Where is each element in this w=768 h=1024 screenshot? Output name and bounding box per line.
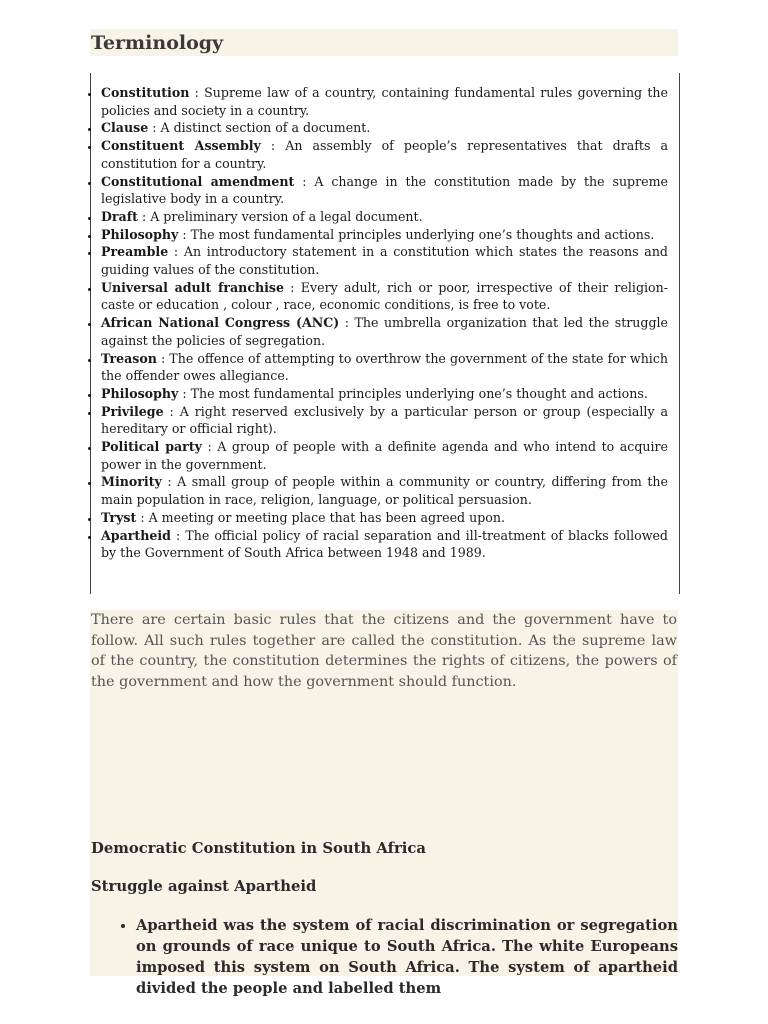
term-item bbox=[101, 314, 668, 349]
term-definition: : Supreme law of a country, containing fundamental rules governing the policies and society in a country. bbox=[101, 85, 668, 118]
term-name: Constitution bbox=[101, 85, 190, 100]
term-item bbox=[101, 350, 668, 385]
terminology-box bbox=[90, 73, 680, 594]
term-name: Clause bbox=[101, 120, 149, 136]
term-item bbox=[101, 509, 668, 527]
term-name: Preamble bbox=[101, 244, 169, 260]
term-item bbox=[101, 119, 668, 137]
term-definition: : An assembly of people’s representatives that drafts a constitution for a country. bbox=[101, 138, 669, 171]
term-name: Constituent Assembly bbox=[101, 138, 261, 154]
term-item bbox=[101, 243, 668, 278]
term-item bbox=[101, 84, 668, 119]
term-name: African National Congress (ANC) bbox=[101, 315, 340, 331]
term-definition: : The most fundamental principles underlying one’s thought and actions. bbox=[178, 385, 648, 401]
apartheid-points-list bbox=[90, 915, 678, 999]
section-heading-struggle-apartheid: Struggle against Apartheid bbox=[91, 878, 317, 895]
term-name: Universal adult franchise bbox=[101, 279, 285, 295]
term-definition: : A group of people with a definite agenda and who intend to acquire power in the government. bbox=[101, 439, 669, 472]
term-definition: : A right reserved exclusively by a particular person or group (especially a hereditary or official right). bbox=[101, 403, 668, 437]
term-definition: : A change in the constitution made by the supreme legislative body in a country. bbox=[101, 173, 668, 207]
term-item bbox=[101, 473, 668, 508]
list-item: • Apartheid was the system of racial discrimination or segregation on grounds of race unique to South Africa. The white Europeans imposed this system on South Africa. The system of apartheid divided the people and labelled them bbox=[136, 915, 678, 999]
terminology-list bbox=[101, 84, 668, 562]
term-definition: : The offence of attempting to overthrow the government of the state for which the offender owes allegiance. bbox=[101, 350, 668, 384]
term-definition: : Every adult, rich or poor, irrespective of their religion-caste or education , colour , race, economic conditions, is free to vote. bbox=[101, 279, 668, 313]
term-item bbox=[101, 208, 668, 226]
term-definition: : A preliminary version of a legal document. bbox=[137, 208, 423, 224]
intro-paragraph: There are certain basic rules that the citizens and the government have to follow. All such rules together are called the constitution. As the supreme law of the country, the constitution determines the rights of citizens, the powers of the government and how the government should function. bbox=[91, 612, 677, 690]
term-name: Political party bbox=[101, 439, 202, 455]
term-item bbox=[101, 403, 668, 438]
term-name: Philosophy bbox=[101, 385, 179, 401]
term-definition: : A meeting or meeting place that has been agreed upon. bbox=[136, 509, 505, 525]
page-title: Terminology bbox=[91, 32, 224, 54]
term-definition: : The umbrella organization that led the struggle against the policies of segregation. bbox=[101, 315, 668, 348]
term-name: Treason bbox=[101, 350, 157, 366]
term-definition: : An introductory statement in a constitution which states the reasons and guiding values of the constitution. bbox=[101, 244, 668, 278]
term-definition: : The most fundamental principles underlying one’s thoughts and actions. bbox=[178, 226, 655, 242]
term-definition: : The official policy of racial separation and ill-treatment of blacks followed by the Government of South Africa between 1948 and 1989. bbox=[101, 527, 668, 561]
term-definition: : A distinct section of a document. bbox=[148, 120, 371, 136]
title-bar bbox=[90, 29, 678, 56]
term-name: Apartheid bbox=[101, 527, 171, 543]
term-item bbox=[101, 438, 668, 473]
term-item bbox=[101, 173, 668, 208]
term-name: Philosophy bbox=[101, 226, 179, 242]
term-item bbox=[101, 527, 668, 562]
term-item bbox=[101, 279, 668, 314]
section-heading-democratic-constitution: Democratic Constitution in South Africa bbox=[91, 840, 426, 857]
term-item bbox=[101, 137, 668, 172]
term-item bbox=[101, 226, 668, 244]
term-name: Draft bbox=[101, 208, 138, 224]
term-name: Constitutional amendment bbox=[101, 173, 295, 189]
term-name: Privilege bbox=[101, 403, 164, 419]
term-name: Tryst bbox=[101, 509, 137, 525]
term-item bbox=[101, 385, 668, 403]
term-name: Minority bbox=[101, 474, 162, 490]
term-definition: : A small group of people within a community or country, differing from the main population in race, religion, language, or political persuasion. bbox=[101, 474, 668, 508]
